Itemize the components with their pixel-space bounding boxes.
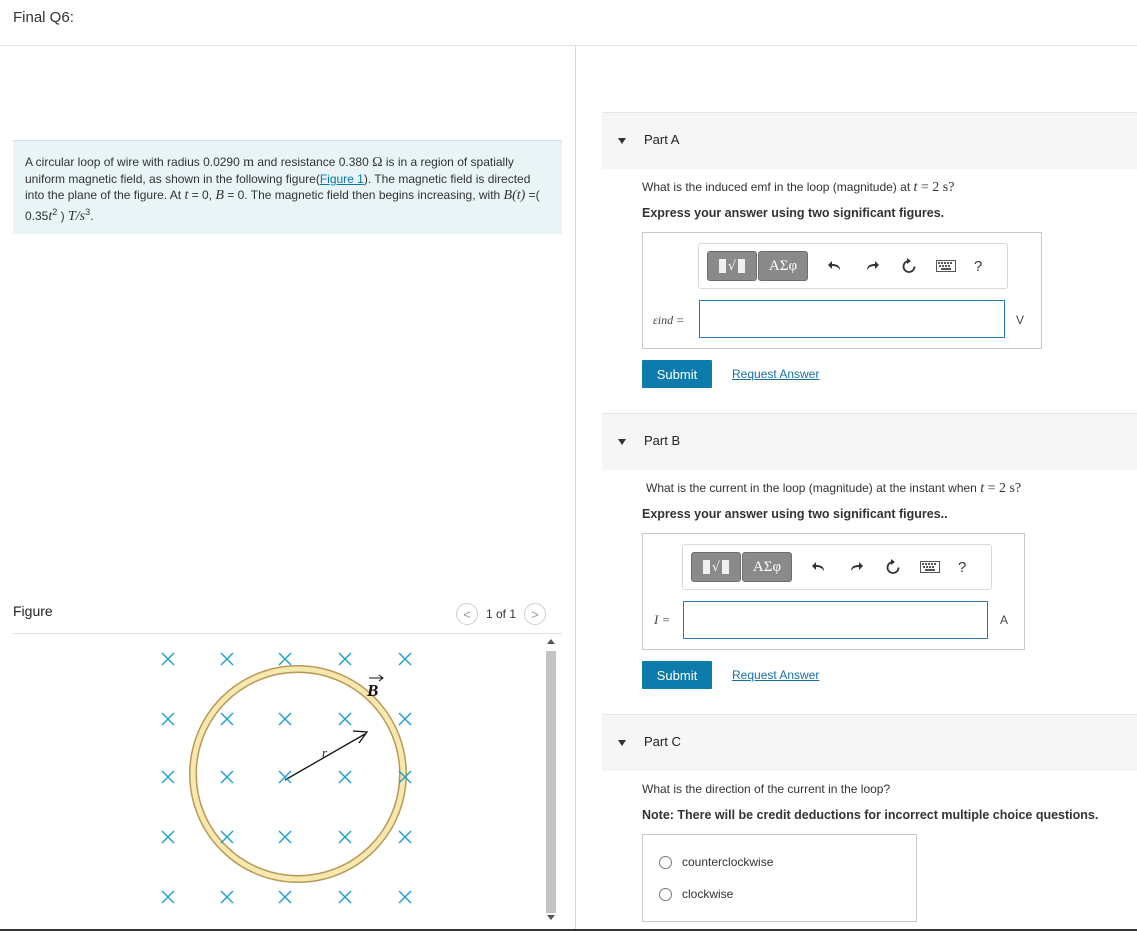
part-a-request-answer-link[interactable]: Request Answer: [732, 367, 820, 381]
var-t: t: [980, 481, 985, 496]
pager-text: 1 of 1: [486, 607, 517, 621]
var-t: t: [48, 209, 53, 224]
part-a-title: Part A: [644, 132, 680, 147]
var-t: t: [184, 188, 189, 203]
choice-label: clockwise: [682, 887, 734, 901]
field-x-mark: [399, 831, 411, 843]
part-c-header[interactable]: [602, 714, 1137, 771]
problem-text: ). The magnetic field is directed into the plane of the figure. At: [25, 172, 531, 202]
field-x-mark: [339, 653, 351, 665]
part-a-instruction: Express your answer using two significant figures.: [642, 206, 945, 220]
help-button[interactable]: ?: [958, 558, 967, 576]
part-c-choices: [642, 834, 917, 922]
part-b-question: [646, 481, 1021, 497]
question-equation: = 2 s?: [984, 481, 1022, 496]
choice-label: counterclockwise: [682, 855, 774, 869]
figure-image: [13, 634, 545, 931]
scroll-down-icon[interactable]: [547, 915, 555, 920]
choice-clockwise[interactable]: [659, 887, 733, 901]
part-b-math-toolbar: [682, 544, 992, 590]
prev-figure-button[interactable]: [456, 603, 478, 625]
part-b-submit-button[interactable]: Submit: [642, 661, 712, 689]
field-x-mark: [162, 891, 174, 903]
templates-button[interactable]: [691, 552, 741, 582]
figure-link[interactable]: Figure 1: [319, 172, 364, 186]
magnetic-field-diagram: [13, 634, 545, 931]
part-b-variable-label: I =: [654, 612, 671, 627]
figure-scrollbar[interactable]: [544, 637, 558, 922]
problem-text: .: [90, 209, 94, 223]
exponent: 2: [52, 207, 58, 217]
radio-button[interactable]: [659, 856, 672, 869]
reset-icon[interactable]: [899, 256, 919, 276]
scroll-up-icon[interactable]: [547, 639, 555, 644]
field-x-mark: [221, 713, 233, 725]
radius-label: r: [322, 745, 328, 760]
field-x-mark: [221, 653, 233, 665]
field-x-mark: [162, 831, 174, 843]
greek-symbols-button[interactable]: ΑΣφ: [742, 552, 792, 582]
problem-text: and resistance 0.380: [254, 155, 373, 169]
problem-statement: [13, 140, 562, 234]
chevron-left-icon: <: [463, 606, 471, 622]
undo-icon[interactable]: [825, 256, 845, 276]
template-block-icon: [738, 259, 745, 273]
unit-t: T: [67, 209, 76, 224]
part-a-question: [642, 180, 954, 196]
keyboard-icon[interactable]: [936, 256, 956, 276]
field-x-mark: [339, 771, 351, 783]
template-block-icon: [703, 560, 710, 574]
field-x-mark: [339, 831, 351, 843]
problem-text: = 0,: [188, 188, 216, 202]
field-x-mark: [279, 891, 291, 903]
redo-icon[interactable]: [862, 256, 882, 276]
question-text: What is the current in the loop (magnitude) at the instant when: [646, 481, 981, 495]
field-x-mark: [221, 771, 233, 783]
field-x-mark: [279, 831, 291, 843]
exponent: 3: [85, 207, 91, 217]
unit-sep: /: [75, 209, 80, 224]
problem-text: ): [57, 209, 68, 223]
field-x-mark: [279, 713, 291, 725]
problem-text: A circular loop of wire with radius 0.0290: [25, 155, 244, 169]
problem-text: =( 0.35: [25, 188, 540, 223]
problem-text: is in a region of spatially uniform magnetic field, as shown in the following figure(: [25, 155, 514, 186]
chevron-right-icon: >: [531, 606, 539, 622]
template-block-icon: [722, 560, 729, 574]
field-x-mark: [279, 653, 291, 665]
next-figure-button[interactable]: [524, 603, 546, 625]
part-c-note: Note: There will be credit deductions for incorrect multiple choice questions.: [642, 808, 1099, 822]
unit-s: s: [79, 209, 86, 224]
part-a-submit-button[interactable]: Submit: [642, 360, 712, 388]
choice-counterclockwise[interactable]: [659, 855, 773, 869]
field-x-mark: [162, 713, 174, 725]
figure-label: Figure: [13, 603, 53, 619]
part-b-title: Part B: [644, 433, 681, 448]
field-x-mark: [221, 831, 233, 843]
undo-icon[interactable]: [809, 557, 829, 577]
part-a-variable-label: εind =: [653, 313, 685, 327]
unit-ohm: Ω: [372, 155, 383, 170]
figure-pager: [456, 603, 546, 625]
template-block-icon: [719, 259, 726, 273]
field-x-mark: [399, 653, 411, 665]
collapse-triangle-icon[interactable]: [618, 740, 626, 746]
field-x-mark: [399, 713, 411, 725]
unit-m: m: [243, 155, 254, 170]
part-b-unit: A: [1000, 613, 1009, 627]
redo-icon[interactable]: [846, 557, 866, 577]
panel-divider: [575, 46, 576, 931]
keyboard-icon[interactable]: [920, 557, 940, 577]
b-field-label: B: [367, 681, 379, 700]
part-a-header[interactable]: [602, 112, 1137, 169]
part-a-math-toolbar: [698, 243, 1008, 289]
header-divider: [0, 45, 1137, 46]
scroll-thumb[interactable]: [546, 651, 556, 913]
reset-icon[interactable]: [883, 557, 903, 577]
field-x-mark: [399, 891, 411, 903]
sqrt-icon: √: [711, 559, 721, 575]
question-equation: = 2 s?: [917, 180, 955, 195]
collapse-triangle-icon[interactable]: [618, 138, 626, 144]
field-x-mark: [162, 653, 174, 665]
sqrt-icon: √: [727, 258, 737, 274]
problem-text: = 0. The magnetic field then begins increasing, with: [223, 188, 504, 202]
greek-symbols-button[interactable]: ΑΣφ: [758, 251, 808, 281]
help-button[interactable]: ?: [974, 257, 983, 275]
part-b-header[interactable]: [602, 413, 1137, 470]
var-b: B: [215, 188, 224, 203]
templates-button[interactable]: [707, 251, 757, 281]
part-b-instruction: Express your answer using two significant figures..: [642, 507, 948, 521]
question-text: What is the induced emf in the loop (magnitude) at: [642, 180, 914, 194]
expr-bt: B(t): [503, 188, 526, 203]
part-a-answer-input[interactable]: [699, 300, 1005, 338]
part-c-title: Part C: [644, 734, 681, 749]
field-x-mark: [339, 891, 351, 903]
var-t: t: [913, 180, 918, 195]
collapse-triangle-icon[interactable]: [618, 439, 626, 445]
field-x-mark: [162, 771, 174, 783]
field-x-mark: [221, 891, 233, 903]
page-title: Final Q6:: [13, 9, 74, 26]
radio-button[interactable]: [659, 888, 672, 901]
part-c-question: What is the direction of the current in the loop?: [642, 782, 891, 796]
field-x-mark: [339, 713, 351, 725]
part-b-answer-input[interactable]: [683, 601, 988, 639]
part-a-unit: V: [1016, 313, 1025, 327]
part-b-request-answer-link[interactable]: Request Answer: [732, 668, 820, 682]
